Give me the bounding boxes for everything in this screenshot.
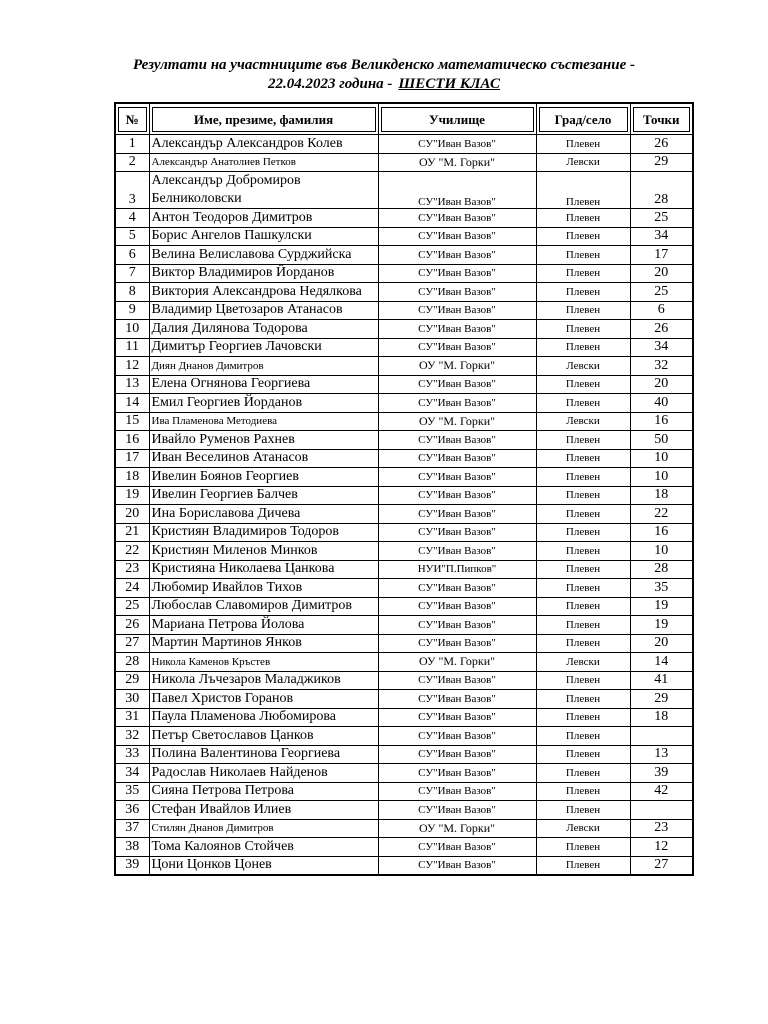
row-number: 38 [115,838,149,857]
row-points: 42 [630,782,693,801]
row-points: 6 [630,301,693,320]
table-row [115,690,693,709]
row-city: Плевен [536,301,630,320]
row-points: 14 [630,653,693,672]
row-number: 25 [115,597,149,616]
table-row [115,505,693,524]
table-row [115,246,693,265]
row-number: 16 [115,431,149,450]
title-line-2 [0,75,768,94]
table-row [115,264,693,283]
row-school: СУ"Иван Вазов" [378,172,536,209]
row-city: Плевен [536,394,630,413]
row-school: СУ"Иван Вазов" [378,616,536,635]
table-row [115,486,693,505]
row-points: 28 [630,560,693,579]
table-row [115,708,693,727]
row-city: Левски [536,653,630,672]
table-row [115,394,693,413]
row-points: 35 [630,579,693,598]
table-row [115,431,693,450]
table-row [115,320,693,339]
row-points: 17 [630,246,693,265]
title-date: 22.04.2023 година - [267,76,393,92]
row-number: 12 [115,357,149,376]
row-points: 29 [630,153,693,172]
row-name: Димитър Георгиев Лачовски [149,338,378,357]
row-city: Плевен [536,523,630,542]
row-points: 20 [630,375,693,394]
row-points: 18 [630,708,693,727]
row-points: 13 [630,745,693,764]
row-points: 28 [630,172,693,209]
row-school: СУ"Иван Вазов" [378,135,536,154]
row-number: 35 [115,782,149,801]
row-name: Ивелин Георгиев Балчев [149,486,378,505]
row-city: Плевен [536,246,630,265]
row-number: 14 [115,394,149,413]
row-number: 28 [115,653,149,672]
row-number: 32 [115,727,149,746]
row-city: Плевен [536,801,630,820]
row-number: 18 [115,468,149,487]
row-number: 21 [115,523,149,542]
row-name: Кристияна Николаева Цанкова [149,560,378,579]
row-name: Полина Валентинова Георгиева [149,745,378,764]
row-school: СУ"Иван Вазов" [378,690,536,709]
row-points: 20 [630,264,693,283]
table-row [115,838,693,857]
row-city: Плевен [536,560,630,579]
row-name: Паула Пламенова Любомирова [149,708,378,727]
row-school: СУ"Иван Вазов" [378,505,536,524]
row-name: Ина Бориславова Дичева [149,505,378,524]
table-row [115,671,693,690]
row-city: Плевен [536,135,630,154]
row-city: Плевен [536,505,630,524]
row-number: 8 [115,283,149,302]
row-name: Антон Теодоров Димитров [149,209,378,228]
row-number: 2 [115,153,149,172]
table-row [115,135,693,154]
row-city: Плевен [536,634,630,653]
row-number: 17 [115,449,149,468]
row-points: 16 [630,523,693,542]
row-name: Емил Георгиев Йорданов [149,394,378,413]
row-name: Кристиян Миленов Минков [149,542,378,561]
row-city: Плевен [536,708,630,727]
row-city: Плевен [536,375,630,394]
row-name: Сияна Петрова Петрова [149,782,378,801]
row-number: 20 [115,505,149,524]
row-name: Виктор Владимиров Йорданов [149,264,378,283]
table-row [115,634,693,653]
table-row [115,856,693,875]
row-city: Плевен [536,209,630,228]
row-school: СУ"Иван Вазов" [378,745,536,764]
row-school: СУ"Иван Вазов" [378,542,536,561]
row-school: СУ"Иван Вазов" [378,320,536,339]
row-points: 10 [630,449,693,468]
table-row [115,579,693,598]
table-row [115,782,693,801]
row-city: Плевен [536,856,630,875]
row-city: Плевен [536,579,630,598]
row-number: 5 [115,227,149,246]
row-number: 34 [115,764,149,783]
row-school: СУ"Иван Вазов" [378,449,536,468]
row-city: Плевен [536,283,630,302]
table-row [115,172,693,209]
table-row [115,819,693,838]
row-points: 32 [630,357,693,376]
row-school: СУ"Иван Вазов" [378,301,536,320]
table-header-row [115,103,693,135]
row-name: Тома Калоянов Стойчев [149,838,378,857]
row-city: Левски [536,153,630,172]
row-school: СУ"Иван Вазов" [378,227,536,246]
row-school: СУ"Иван Вазов" [378,246,536,265]
table-row [115,597,693,616]
table-row [115,449,693,468]
row-school: СУ"Иван Вазов" [378,338,536,357]
row-name: Цони Цонков Цонев [149,856,378,875]
header-name: Име, презиме, фамилия [149,103,378,135]
table-row [115,745,693,764]
row-number: 22 [115,542,149,561]
row-name: Любомир Ивайлов Тихов [149,579,378,598]
row-number: 7 [115,264,149,283]
row-points [630,801,693,820]
table-row [115,560,693,579]
row-school: СУ"Иван Вазов" [378,264,536,283]
row-points: 20 [630,634,693,653]
row-city: Плевен [536,468,630,487]
row-name: Ива Пламенова Методиева [149,412,378,431]
table-row [115,283,693,302]
title-line-1: Резултати на участниците във Великденско математическо състезание - [133,57,635,73]
row-name: Никола Лъчезаров Маладжиков [149,671,378,690]
row-city: Плевен [536,597,630,616]
row-city: Левски [536,357,630,376]
row-number: 39 [115,856,149,875]
row-school: СУ"Иван Вазов" [378,523,536,542]
row-name: Ивелин Боянов Георгиев [149,468,378,487]
row-name: Далия Дилянова Тодорова [149,320,378,339]
row-city: Плевен [536,764,630,783]
row-school: СУ"Иван Вазов" [378,708,536,727]
row-name: Владимир Цветозаров Атанасов [149,301,378,320]
row-number: 3 [115,172,149,209]
row-school: ОУ "М. Горки" [378,153,536,172]
row-points: 18 [630,486,693,505]
row-name: Любослав Славомиров Димитров [149,597,378,616]
table-row [115,801,693,820]
row-number: 10 [115,320,149,339]
row-school: СУ"Иван Вазов" [378,727,536,746]
row-number: 37 [115,819,149,838]
row-points: 22 [630,505,693,524]
row-name: Велина Велиславова Сурджийска [149,246,378,265]
row-name: Мариана Петрова Йолова [149,616,378,635]
row-name: Никола Каменов Кръстев [149,653,378,672]
row-city: Плевен [536,616,630,635]
row-points: 23 [630,819,693,838]
row-school: СУ"Иван Вазов" [378,375,536,394]
row-city: Плевен [536,671,630,690]
row-points: 12 [630,838,693,857]
row-points [630,727,693,746]
row-school: СУ"Иван Вазов" [378,801,536,820]
table-row [115,338,693,357]
row-city: Плевен [536,690,630,709]
row-city: Плевен [536,431,630,450]
row-school: СУ"Иван Вазов" [378,671,536,690]
row-points: 16 [630,412,693,431]
row-points: 25 [630,209,693,228]
row-number: 33 [115,745,149,764]
row-number: 30 [115,690,149,709]
row-points: 34 [630,338,693,357]
row-name: Виктория Александрова Недялкова [149,283,378,302]
row-name: Мартин Мартинов Янков [149,634,378,653]
row-name: Александър Анатолиев Петков [149,153,378,172]
row-school: СУ"Иван Вазов" [378,838,536,857]
row-school: СУ"Иван Вазов" [378,209,536,228]
table-row [115,616,693,635]
row-city: Левски [536,819,630,838]
row-city: Плевен [536,727,630,746]
row-number: 27 [115,634,149,653]
table-body [115,135,693,876]
row-city: Левски [536,412,630,431]
row-school: СУ"Иван Вазов" [378,634,536,653]
row-school: СУ"Иван Вазов" [378,764,536,783]
row-name: Стилян Днанов Димитров [149,819,378,838]
table-row [115,542,693,561]
table-row [115,357,693,376]
row-points: 10 [630,468,693,487]
row-city: Плевен [536,320,630,339]
row-school: СУ"Иван Вазов" [378,782,536,801]
header-points: Точки [630,103,693,135]
row-city: Плевен [536,338,630,357]
row-school: ОУ "М. Горки" [378,653,536,672]
row-number: 13 [115,375,149,394]
row-points: 26 [630,320,693,339]
row-points: 29 [630,690,693,709]
row-school: СУ"Иван Вазов" [378,597,536,616]
header-school: Училище [378,103,536,135]
row-number: 26 [115,616,149,635]
header-city: Град/село [536,103,630,135]
row-school: СУ"Иван Вазов" [378,856,536,875]
row-school: СУ"Иван Вазов" [378,431,536,450]
row-number: 36 [115,801,149,820]
row-points: 27 [630,856,693,875]
row-city: Плевен [536,745,630,764]
row-name: Александър Александров Колев [149,135,378,154]
row-name: Елена Огнянова Георгиева [149,375,378,394]
row-number: 15 [115,412,149,431]
row-city: Плевен [536,227,630,246]
row-number: 31 [115,708,149,727]
table-row [115,375,693,394]
row-name: Кристиян Владимиров Тодоров [149,523,378,542]
row-city: Плевен [536,782,630,801]
row-city: Плевен [536,264,630,283]
document-title [0,56,768,94]
row-school: ОУ "М. Горки" [378,819,536,838]
row-number: 11 [115,338,149,357]
table-row [115,209,693,228]
row-number: 6 [115,246,149,265]
row-school: ОУ "М. Горки" [378,357,536,376]
row-points: 26 [630,135,693,154]
row-points: 19 [630,616,693,635]
row-city: Плевен [536,486,630,505]
row-name: Петър Светославов Цанков [149,727,378,746]
table-row [115,301,693,320]
row-name: Радослав Николаев Найденов [149,764,378,783]
row-name: Стефан Ивайлов Илиев [149,801,378,820]
row-city: Плевен [536,542,630,561]
row-name: Иван Веселинов Атанасов [149,449,378,468]
table-row [115,153,693,172]
results-table [114,102,694,876]
table-row [115,412,693,431]
row-number: 29 [115,671,149,690]
table-row [115,764,693,783]
table-row [115,227,693,246]
row-school: СУ"Иван Вазов" [378,468,536,487]
title-class: ШЕСТИ КЛАС [398,76,501,92]
row-school: СУ"Иван Вазов" [378,283,536,302]
row-points: 50 [630,431,693,450]
row-school: СУ"Иван Вазов" [378,579,536,598]
header-number: № [115,103,149,135]
row-name: Диян Днанов Димитров [149,357,378,376]
row-school: СУ"Иван Вазов" [378,486,536,505]
table-row [115,653,693,672]
row-points: 40 [630,394,693,413]
row-school: ОУ "М. Горки" [378,412,536,431]
row-points: 10 [630,542,693,561]
row-city: Плевен [536,172,630,209]
row-number: 19 [115,486,149,505]
row-number: 9 [115,301,149,320]
table-row [115,523,693,542]
row-school: НУИ"П.Пипков" [378,560,536,579]
row-points: 41 [630,671,693,690]
row-points: 34 [630,227,693,246]
row-city: Плевен [536,449,630,468]
row-name: Павел Христов Горанов [149,690,378,709]
row-name: Борис Ангелов Пашкулски [149,227,378,246]
row-name: Александър Добромиров Белниколовски [149,172,378,209]
row-points: 25 [630,283,693,302]
table-row [115,727,693,746]
table-row [115,468,693,487]
row-school: СУ"Иван Вазов" [378,394,536,413]
row-number: 24 [115,579,149,598]
row-name: Ивайло Руменов Рахнев [149,431,378,450]
row-points: 39 [630,764,693,783]
row-city: Плевен [536,838,630,857]
row-number: 4 [115,209,149,228]
row-number: 23 [115,560,149,579]
row-number: 1 [115,135,149,154]
row-points: 19 [630,597,693,616]
